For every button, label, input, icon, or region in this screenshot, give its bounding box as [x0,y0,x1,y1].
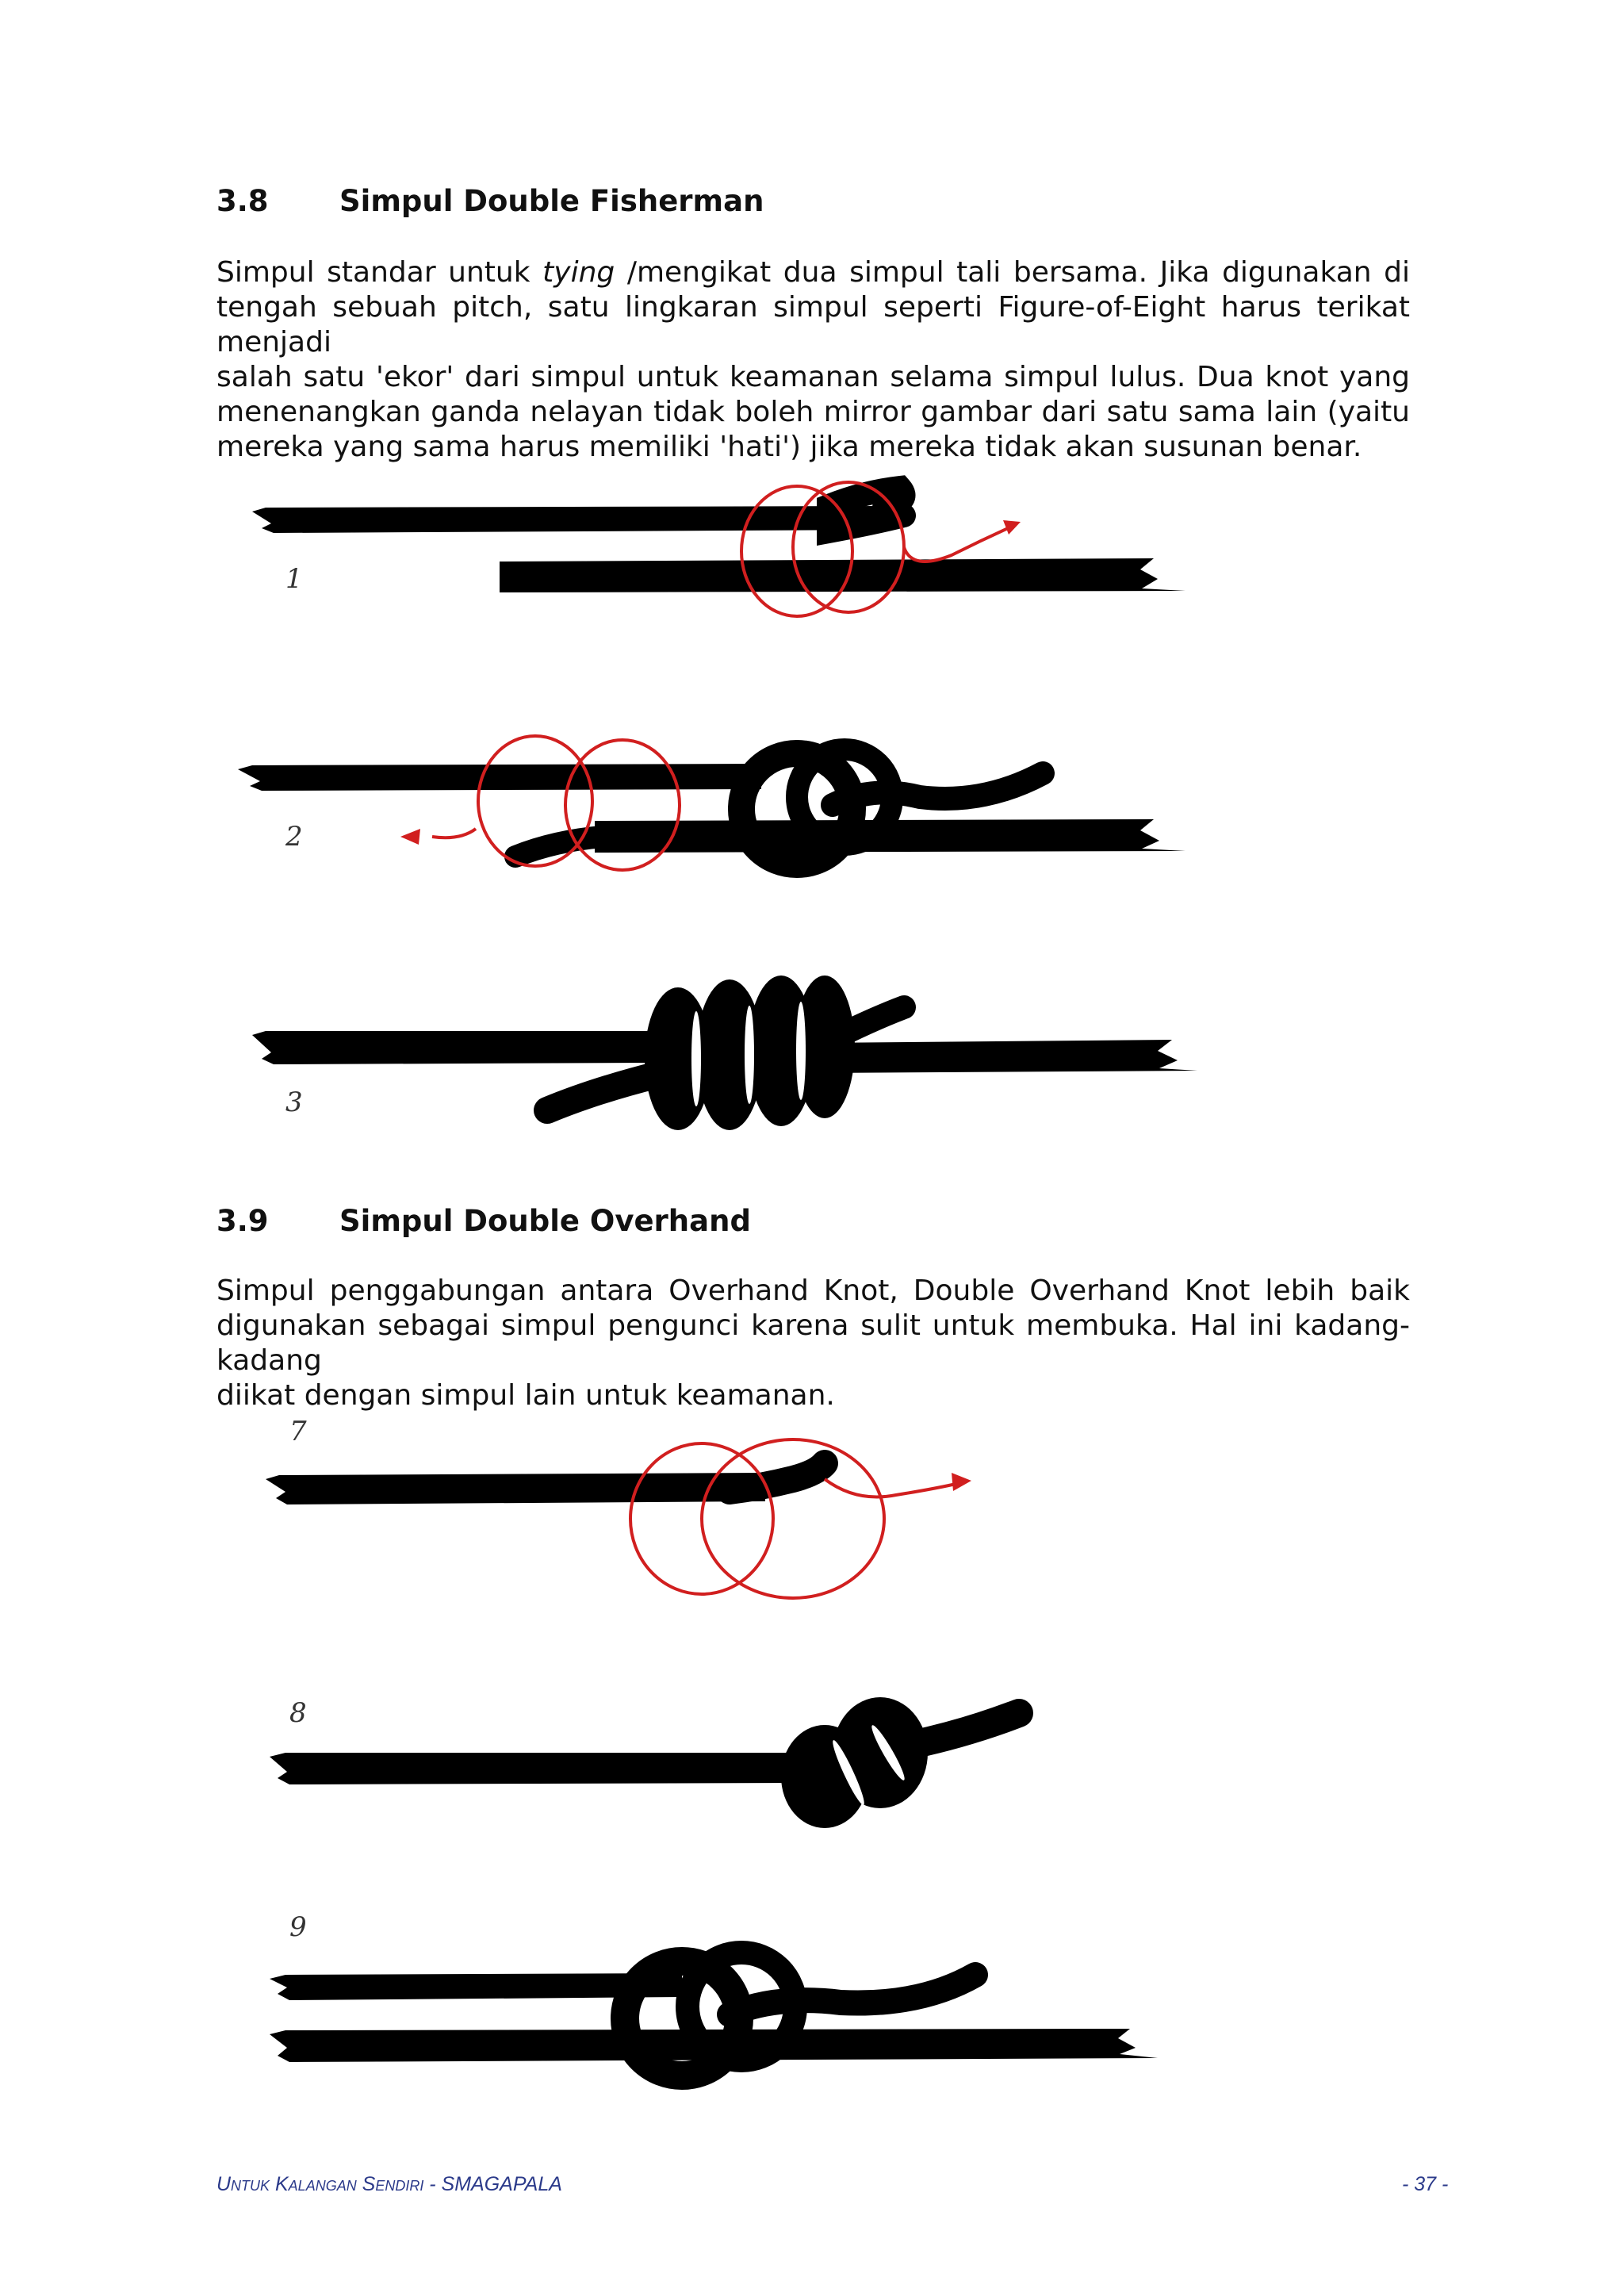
knot-figure-8 [0,1689,1624,1836]
figure-8-drawing [0,1689,1624,1836]
figure-3-drawing [0,964,1624,1146]
figure-1-drawing [0,460,1624,619]
footer-text: Untuk Kalangan Sendiri - SMAGAPALA [216,2173,562,2195]
knot-figure-1 [0,460,1624,619]
paragraph-line: digunakan sebagai simpul pengunci karena sulit untuk membuka. Hal ini kadang-kadang [216,1309,1410,1377]
page-number: - 37 - [1402,2173,1449,2195]
figure-label: 7 [289,1416,307,1447]
figure-label: 9 [289,1911,307,1943]
paragraph-line: Simpul standar untuk tying /mengikat dua simpul tali bersama. Jika digunakan di [216,256,1410,289]
section-title: Simpul Double Overhand [339,1204,751,1238]
paragraph-line: salah satu 'ekor' dari simpul untuk keamanan selama simpul lulus. Dua knot yang [216,361,1410,393]
knot-figure-3 [0,964,1624,1146]
section-heading-3-9 [216,1204,751,1238]
figure-label: 2 [285,821,303,853]
knot-figure-2 [0,710,1624,900]
section-3-9-paragraph [216,1274,1410,1413]
figure-9-drawing [0,1911,1624,2110]
section-number: 3.8 [216,184,269,218]
paragraph-line: diikat dengan simpul lain untuk keamanan. [216,1379,835,1412]
section-3-8-paragraph [216,255,1410,465]
figure-label: 8 [289,1697,307,1729]
paragraph-line: menenangkan ganda nelayan tidak boleh mirror gambar dari satu sama lain (yaitu [216,396,1410,428]
knot-figure-9 [0,1911,1624,2110]
figure-7-drawing [0,1416,1624,1606]
figure-2-drawing [0,710,1624,900]
knot-figure-7 [0,1416,1624,1606]
figure-label: 1 [285,563,303,595]
section-number: 3.9 [216,1204,269,1238]
section-title: Simpul Double Fisherman [339,184,764,218]
paragraph-line: mereka yang sama harus memiliki 'hati') jika mereka tidak akan susunan benar. [216,431,1362,463]
paragraph-line: Simpul penggabungan antara Overhand Knot, Double Overhand Knot lebih baik [216,1274,1410,1307]
section-heading-3-8 [216,184,764,218]
paragraph-line: tengah sebuah pitch, satu lingkaran simpul seperti Figure-of-Eight harus terikat menjadi [216,291,1410,358]
figure-label: 3 [285,1087,303,1118]
italic-term: tying [542,256,615,289]
